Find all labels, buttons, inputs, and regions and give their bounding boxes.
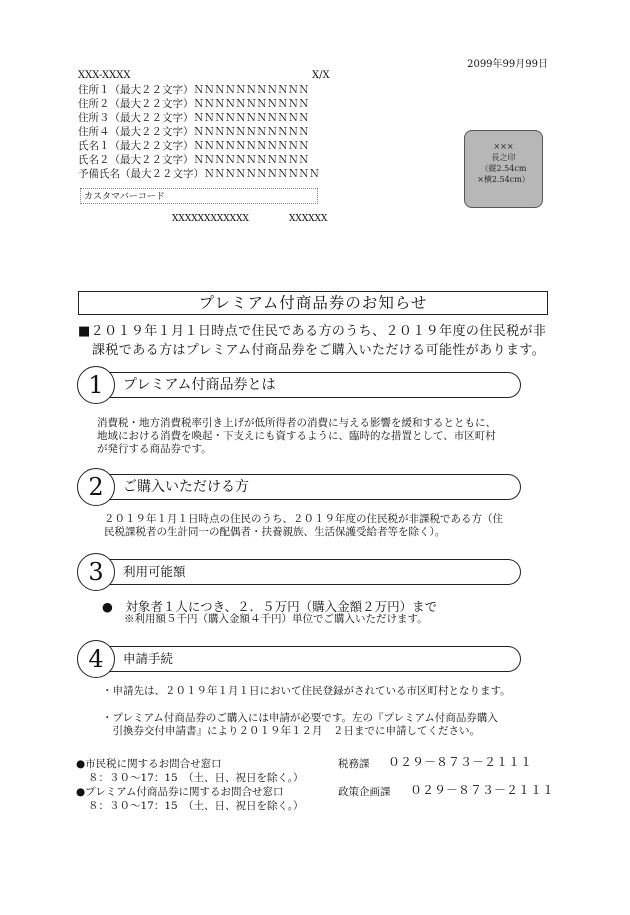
section-4-line-2: ・プレミアム付商品券のご購入には申請が必要です。左の『プレミアム付商品券購入 [102,712,498,724]
seal-line-1: ××× [493,142,514,151]
section-1-number: 1 [77,366,115,404]
section-3-bullet: ● 対象者１人につき、２．５万円（購入金額２万円）まで [102,599,438,614]
section-4-header [77,640,527,678]
section-1-line-1: 消費税・地方消費税率引き上げが低所得者の消費に与える影響を緩和するとともに、 [97,417,496,429]
name-line-1: 氏名１（最大２２文字）ＮＮＮＮＮＮＮＮＮＮＮ [78,140,309,152]
section-4-line-3: 引換券交付申請書』により２０１９年１２月 ２日までに申請してください。 [102,725,480,737]
barcode-code-1: XXXXXXXXXXXX [172,214,249,224]
spare-name-line: 予備氏名（最大２２文字）ＮＮＮＮＮＮＮＮＮＮＮ [78,168,320,180]
contact-2-hours: ８：３０〜17：15 （土、日、祝日を除く。） [88,800,304,812]
section-3-header [77,553,527,591]
name-line-2: 氏名２（最大２２文字）ＮＮＮＮＮＮＮＮＮＮＮ [78,154,309,166]
contact-2-label: ●プレミアム付商品券に関するお問合せ窓口 [76,786,284,798]
seal-line-3: （縦2.54cm [480,164,527,173]
section-3-note: ※利用額５千円（購入金額４千円）単位でご購入いただけます。 [124,613,428,625]
section-3-title: 利用可能額 [123,564,186,579]
seal-line-4: ×横2.54cm） [477,175,530,184]
postal-code: XXX-XXXX [78,70,131,81]
contact-1-hours: ８：３０〜17：15 （土、日、祝日を除く。） [88,772,304,784]
section-1-title: プレミアム付商品券とは [123,377,276,393]
section-1-header [77,366,527,404]
customer-barcode-label: カスタマバーコード [84,192,165,202]
seal-line-2: 長之印 [491,153,516,162]
contact-2-phone: ０２９－８７３－２１１１ [410,783,555,797]
address-line-4: 住所４（最大２２文字）ＮＮＮＮＮＮＮＮＮＮＮ [78,126,309,138]
notice-title: プレミアム付商品券のお知らせ [78,291,548,315]
section-3-number: 3 [77,553,115,591]
section-2-title: ご購入いただける方 [123,479,249,495]
page-indicator: X/X [312,70,330,81]
section-2-line-2: 民税課税者の生計同一の配偶者・扶養親族、生活保護受給者等を除く）。 [104,526,446,538]
address-line-2: 住所２（最大２２文字）ＮＮＮＮＮＮＮＮＮＮＮ [78,98,309,110]
address-line-1: 住所１（最大２２文字）ＮＮＮＮＮＮＮＮＮＮＮ [78,84,309,96]
section-4-title: 申請手続 [123,651,174,666]
address-line-3: 住所３（最大２２文字）ＮＮＮＮＮＮＮＮＮＮＮ [78,112,309,124]
contact-1-phone: ０２９－８７３－２１１１ [388,755,533,769]
section-2-body [104,513,503,539]
barcode-code-2: XXXXXX [289,214,328,224]
section-1-line-3: が発行する商品券です。 [97,443,212,455]
section-4-line-1: ・申請先は、２０１９年１月１日において住民登録がされている市区町村となります。 [102,685,511,697]
intro-text [78,322,553,360]
section-4-number: 4 [77,640,115,678]
seal-placeholder [464,130,543,208]
intro-line-2: 課税である方はプレミアム付商品券をご購入いただける可能性があります。 [92,343,546,358]
section-2-number: 2 [77,468,115,506]
contact-1-label: ●市民税に関するお問合せ窓口 [76,758,222,770]
issue-date: 2099年99月99日 [467,59,548,70]
contact-2-dept: 政策企画課 [338,786,391,798]
intro-line-1: ■２０１９年１月１日時点で住民である方のうち、２０１９年度の住民税が非 [78,324,547,339]
section-1-body [97,417,496,456]
section-2-header [77,468,527,506]
customer-barcode-box [80,188,318,204]
contact-1-dept: 税務課 [338,758,370,770]
section-1-line-2: 地域における消費を喚起・下支えにも資するように、臨時的な措置として、市区町村 [97,430,496,442]
section-2-line-1: ２０１９年１月１日時点の住民のうち、２０１９年度の住民税が非課税である方（住 [104,513,503,525]
